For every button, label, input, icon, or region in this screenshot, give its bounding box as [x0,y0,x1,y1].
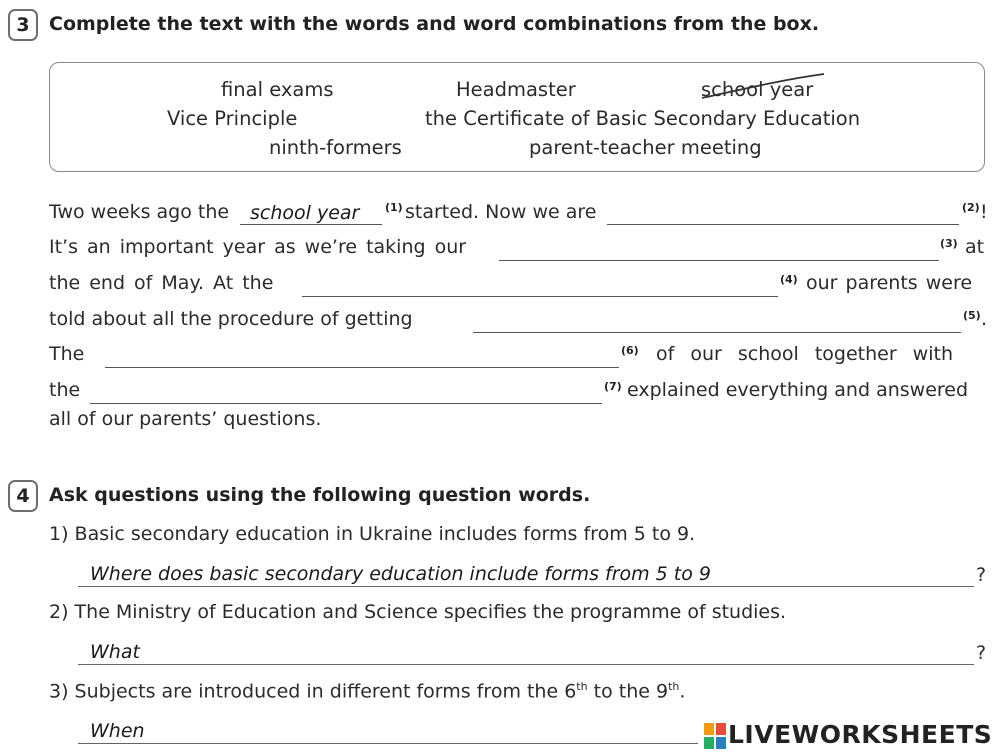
text-line-1a: Two weeks ago the [49,201,230,223]
question-3-text-b: to the 9 [587,680,669,703]
text-line-3b: our parents were [806,272,973,294]
question-3-sup-1: th [576,680,588,693]
answer-1: Where does basic secondary education include forms from 5 to 9 [90,563,712,585]
blank-3[interactable] [499,260,939,261]
text-line-3a: the end of May. At the [49,272,274,294]
question-mark-1: ? [976,564,987,586]
box-word-ninth-formers: ninth-formers [269,136,402,159]
marker-1: (1) [385,201,403,214]
strikethrough-mark [700,70,826,104]
marker-4: (4) [780,273,798,286]
marker-2: (2) [962,201,980,214]
marker-3: (3) [940,237,958,250]
text-line-7: all of our parents’ questions. [49,408,322,430]
liveworksheets-logo-icon [704,723,726,749]
exercise-3-instruction: Complete the text with the words and word combinations from the box. [49,13,820,35]
question-2: 2) The Ministry of Education and Science specifies the programme of studies. [49,601,787,623]
question-3-text-c: . [679,680,686,703]
text-line-6b: explained everything and answered [627,379,969,401]
punct-2: ! [980,201,988,223]
blank-7[interactable] [90,403,602,404]
punct-5: . [981,308,988,330]
blank-6[interactable] [105,367,619,368]
text-line-2b: at [965,236,985,258]
answer-2: What [90,641,140,663]
text-line-6a: the [49,379,81,401]
text-line-5b: of our school together with [656,343,953,365]
liveworksheets-logo: LIVEWORKSHEETS [728,720,993,749]
question-3-sup-2: th [668,680,680,693]
question-1: 1) Basic secondary education in Ukraine includes forms from 5 to 9. [49,523,696,545]
text-line-4a: told about all the procedure of getting [49,308,413,330]
exercise-4-instruction: Ask questions using the following question words. [49,484,591,506]
filled-answer-1: school year [250,202,360,224]
question-3 [49,680,685,702]
exercise-4-number: 4 [8,480,38,512]
box-word-final-exams: final exams [221,78,334,101]
answer-line-1[interactable] [78,586,974,587]
answer-3: When [90,720,145,742]
text-line-2a: It’s an important year as we’re taking our [49,236,467,258]
marker-6: (6) [621,344,639,357]
box-word-school-year: school year [701,78,814,101]
question-3-text-a: 3) Subjects are introduced in different forms from the 6 [49,680,577,703]
exercise-3-number: 3 [8,9,38,41]
marker-5: (5) [963,309,981,322]
blank-1[interactable] [240,224,382,225]
text-line-1b: started. Now we are [405,201,597,223]
blank-4[interactable] [302,296,778,297]
box-word-vice-principle: Vice Principle [167,107,298,130]
box-word-headmaster: Headmaster [456,78,576,101]
box-word-parent-teacher-meeting: parent-teacher meeting [529,136,762,159]
answer-line-3[interactable] [78,743,698,744]
marker-7: (7) [604,380,622,393]
box-word-certificate: the Certificate of Basic Secondary Education [425,107,861,130]
question-mark-2: ? [976,642,987,664]
text-line-5a: The [49,343,85,365]
blank-5[interactable] [473,332,961,333]
answer-line-2[interactable] [78,664,974,665]
blank-2[interactable] [607,224,959,225]
